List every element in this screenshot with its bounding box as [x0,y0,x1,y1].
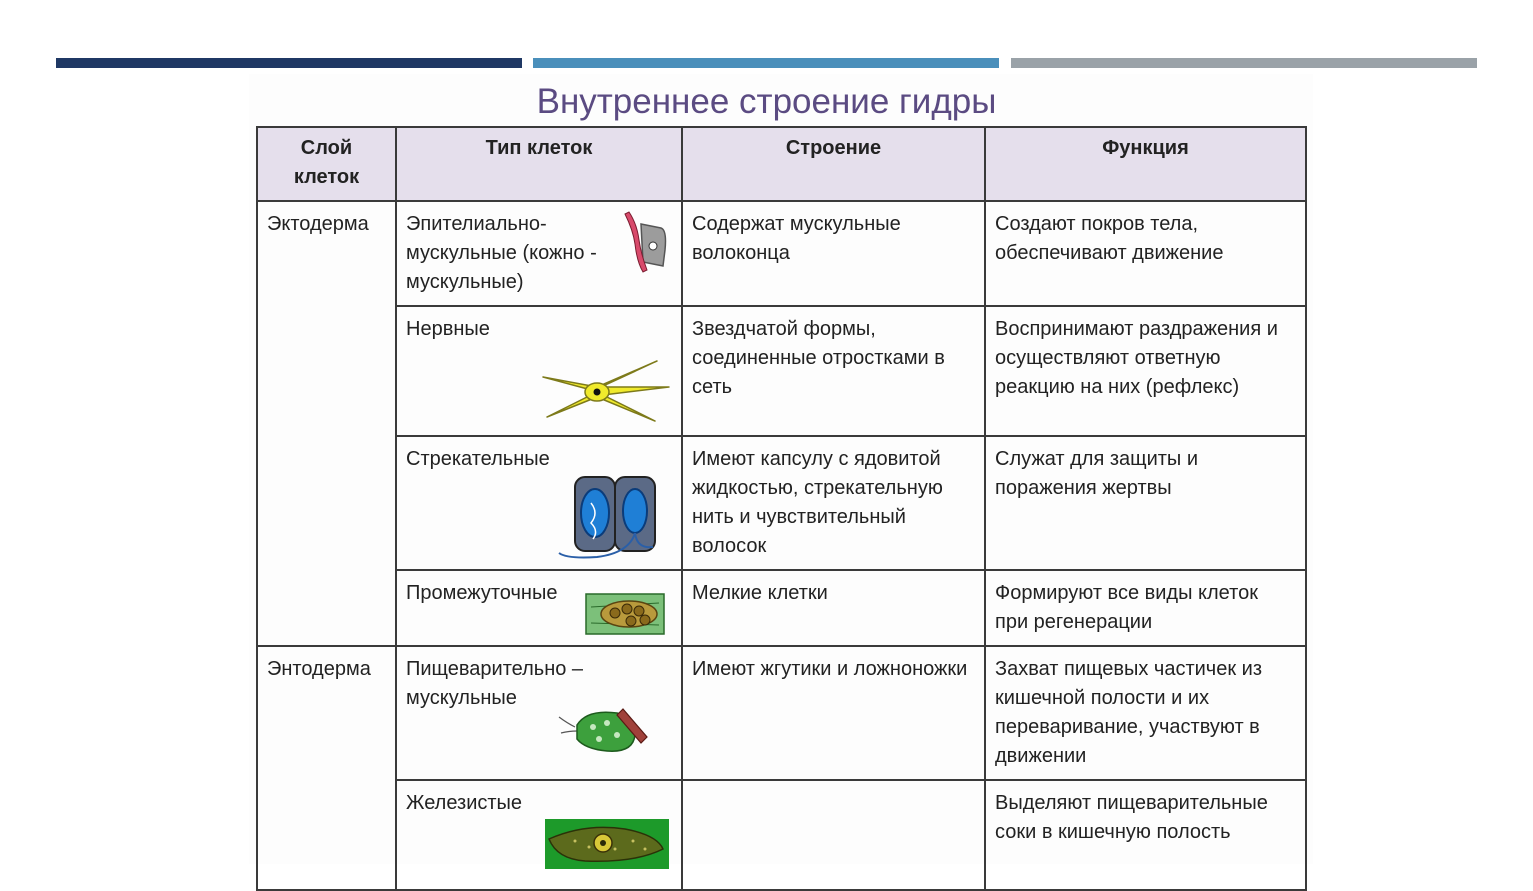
header-type: Тип клеток [396,127,682,201]
hydra-structure-table [256,126,1307,891]
cell-structure [682,780,985,890]
header-function: Функция [985,127,1306,201]
decor-bar-blue [533,58,999,68]
cell-type [396,306,682,436]
cell-type-text: Эпителиально-мускульные (кожно - мускульные) [406,213,597,293]
table-row [257,306,1306,436]
header-structure: Строение [682,127,985,201]
epithelial-muscle-cell-icon [619,210,669,274]
cell-function: Выделяют пищеварительные соки в кишечную полость [985,780,1306,890]
cell-type-text: Стрекательные [406,448,550,470]
stinging-cell-icon [557,473,667,563]
nerve-cell-icon [539,357,673,429]
cell-structure: Имеют жгутики и ложноножки [682,646,985,780]
table-row [257,570,1306,646]
table-row [257,436,1306,570]
cell-structure: Имеют капсулу с ядовитой жидкостью, стрекательную нить и чувствительный волосок [682,436,985,570]
header-layer: Слой клеток [257,127,396,201]
digestive-muscle-cell-icon [557,703,661,757]
cell-structure: Звездчатой формы, соединенные отростками в сеть [682,306,985,436]
decor-bar-dark [56,58,522,68]
cell-type-text: Промежуточные [406,582,558,604]
cell-structure: Содержат мускульные волоконца [682,201,985,306]
cell-type [396,436,682,570]
glandular-cell-icon [545,819,669,869]
cell-type [396,570,682,646]
table-row [257,201,1306,306]
layer-endoderm: Энтодерма [257,646,396,890]
cell-function: Воспринимают раздражения и осуществляют ответную реакцию на них (рефлекс) [985,306,1306,436]
cell-type [396,646,682,780]
table-header-row [257,127,1306,201]
table-row [257,780,1306,890]
layer-ectoderm: Эктодерма [257,201,396,646]
page-title: Внутреннее строение гидры [536,82,997,121]
cell-type [396,201,682,306]
cell-type [396,780,682,890]
decor-bar-gray [1011,58,1477,68]
cell-type-text: Нервные [406,318,490,340]
cell-function: Захват пищевых частичек из кишечной полости и их переваривание, участвуют в движении [985,646,1306,780]
cell-function: Служат для защиты и поражения жертвы [985,436,1306,570]
cell-function: Формируют все виды клеток при регенерации [985,570,1306,646]
interstitial-cell-icon [585,593,665,635]
cell-structure: Мелкие клетки [682,570,985,646]
cell-type-text: Пищеварительно – мускульные [406,658,584,709]
table-row [257,646,1306,780]
cell-function: Создают покров тела, обеспечивают движение [985,201,1306,306]
cell-type-text: Железистые [406,792,523,814]
